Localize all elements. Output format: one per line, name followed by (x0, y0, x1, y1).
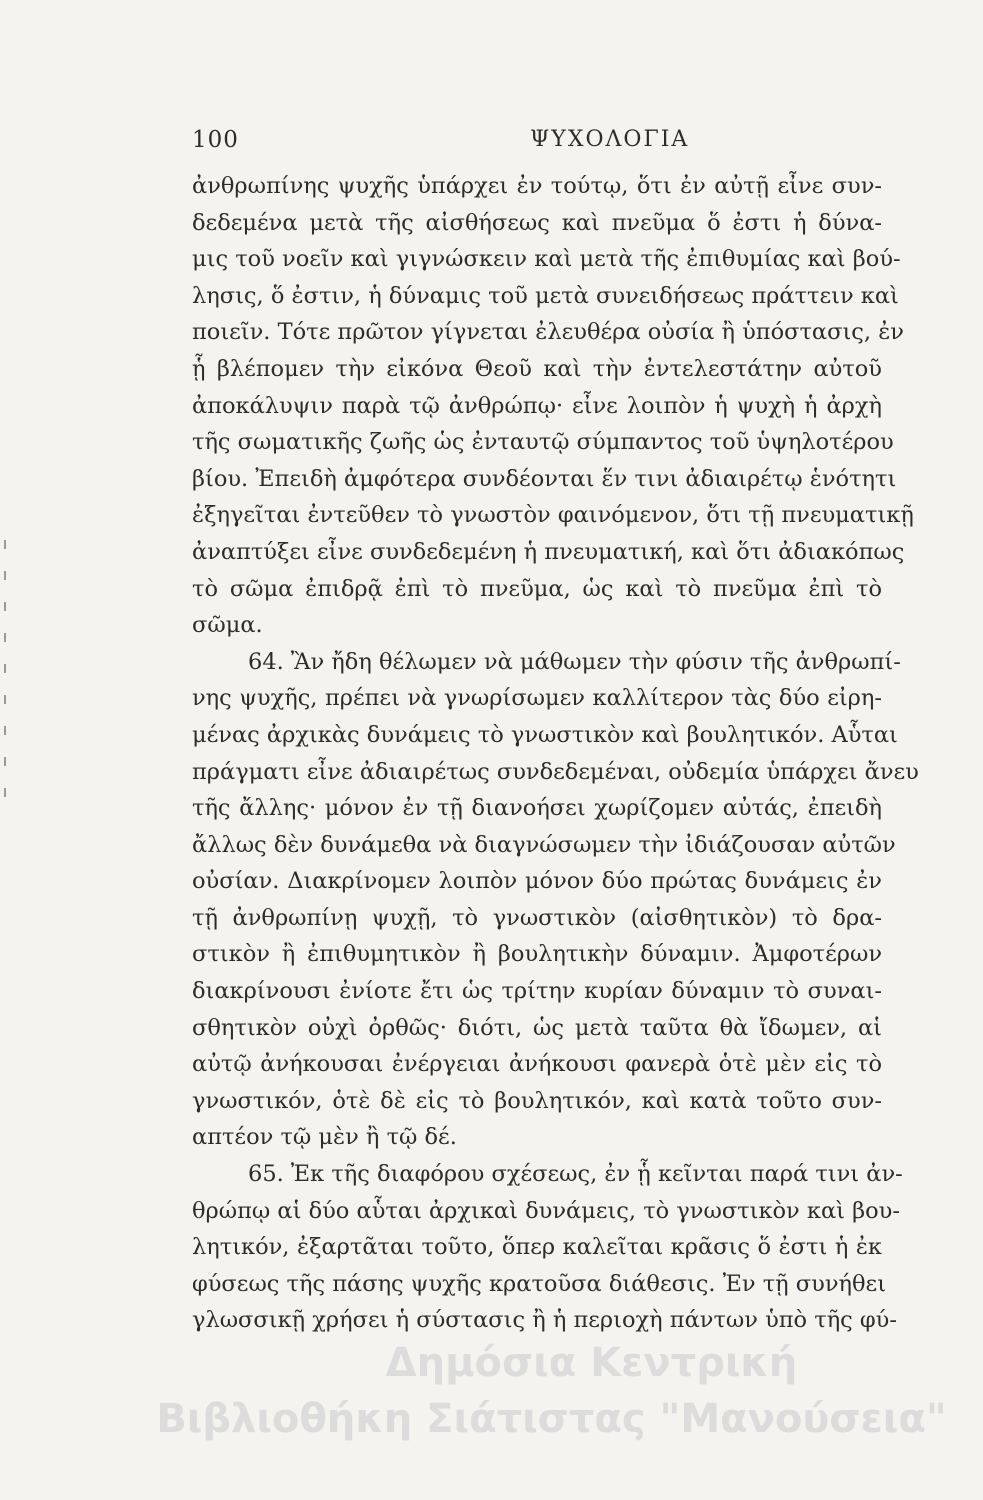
text-line: ἀνθρωπίνης ψυχῆς ὑπάρχει ἐν τούτῳ, ὅτι ἐν αὐτῇ εἶνε συν- (192, 173, 882, 199)
text-line: μις τοῦ νοεῖν καὶ γιγνώσκειν καὶ μετὰ τῆς ἐπιθυμίας καὶ βού- (192, 246, 901, 273)
text-line: ἀποκάλυψιν παρὰ τῷ ἀνθρώπῳ· εἶνε λοιπὸν ἡ ψυχὴ ἡ ἀρχὴ (192, 392, 882, 419)
text-line: θρώπῳ αἱ δύο αὗται ἀρχικαὶ δυνάμεις, τὸ γνωστικὸν καὶ βου- (192, 1197, 900, 1224)
binding-mark (4, 571, 6, 580)
text-line: γνωστικόν, ὁτὲ δὲ εἰς τὸ βουλητικόν, καὶ κατὰ τοῦτο συν- (192, 1087, 882, 1114)
text-line: λησις, ὅ ἐστιν, ἡ δύναμις τοῦ μετὰ συνειδήσεως πράττειν καὶ (192, 282, 899, 309)
text-line: διακρίνουσι ἐνίοτε ἔτι ὡς τρίτην κυρίαν δύναμιν τὸ συναι- (192, 978, 882, 1005)
text-line: ᾗ βλέπομεν τὴν εἰκόνα Θεοῦ καὶ τὴν ἐντελεστάτην αὐτοῦ (192, 355, 882, 382)
text-line: αὐτῷ ἀνήκουσαι ἐνέργειαι ἀνήκουσι φανερὰ ὁτὲ μὲν εἰς τὸ (192, 1051, 882, 1078)
text-line: γλωσσικῇ χρήσει ἡ σύστασις ἢ ἡ περιοχὴ πάντων ὑπὸ τῆς φύ- (192, 1307, 897, 1334)
binding-mark (4, 695, 6, 704)
text-line: μένας ἀρχικὰς δυνάμεις τὸ γνωστικὸν καὶ βουλητικόν. Αὗται (192, 721, 898, 748)
text-line: πράγματι εἶνε ἀδιαιρέτως συνδεδεμέναι, οὐδεμία ὑπάρχει ἄνευ (192, 758, 919, 785)
text-line: σθητικὸν οὐχὶ ὀρθῶς· διότι, ὡς μετὰ ταῦτα θὰ ἴδωμεν, αἱ (192, 1014, 882, 1041)
library-watermark (0, 1335, 983, 1447)
binding-mark (4, 664, 6, 673)
binding-mark (4, 602, 6, 611)
section-start-line: 65. Ἐκ τῆς διαφόρου σχέσεως, ἐν ᾗ κεῖνται παρά τινι ἀν- (248, 1161, 903, 1188)
text-line: τῇ ἀνθρωπίνῃ ψυχῇ, τὸ γνωστικὸν (αἰσθητικὸν) τὸ δρα- (192, 904, 882, 931)
text-line: οὐσίαν. Διακρίνομεν λοιπὸν μόνον δύο πρώτας δυνάμεις ἐν (192, 868, 882, 895)
binding-mark (4, 540, 6, 549)
text-line: ἐξηγεῖται ἐντεῦθεν τὸ γνωστὸν φαινόμενον, ὅτι τῇ πνευματικῇ (192, 502, 914, 529)
binding-edge-marks (2, 540, 10, 840)
section-start-line: 64. Ἂν ἤδη θέλωμεν νὰ μάθωμεν τὴν φύσιν τῆς ἀνθρωπί- (248, 648, 901, 675)
text-line: σῶμα. (192, 612, 263, 639)
text-line: απτέον τῷ μὲν ἢ τῷ δέ. (192, 1124, 457, 1151)
text-line: ἄλλως δὲν δυνάμεθα νὰ διαγνώσωμεν τὴν ἰδιάζουσαν αὐτῶν (192, 831, 896, 858)
text-line: ποιεῖν. Τότε πρῶτον γίγνεται ἐλευθέρα οὐσία ἢ ὑπόστασις, ἐν (192, 319, 904, 346)
watermark-line-2: Βιβλιοθήκη Σιάτιστας "Μανούσεια" (156, 1396, 947, 1442)
text-line: βίου. Ἐπειδὴ ἀμφότερα συνδέονται ἕν τινι ἀδιαιρέτῳ ἑνότητι (192, 465, 897, 492)
text-line: τῆς σωματικῆς ζωῆς ὡς ἐνταυτῷ σύμπαντος τοῦ ὑψηλοτέρου (192, 429, 894, 456)
body-text (192, 168, 919, 1339)
text-line: τῆς ἄλλης· μόνον ἐν τῇ διανοήσει χωρίζομεν αὐτάς, ἐπειδὴ (192, 795, 882, 822)
text-line: στικὸν ἢ ἐπιθυμητικὸν ἢ βουλητικὴν δύναμιν. Ἀμφοτέρων (192, 941, 882, 968)
text-line: νης ψυχῆς, πρέπει νὰ γνωρίσωμεν καλλίτερον τὰς δύο εἰρη- (192, 685, 882, 712)
binding-mark (4, 788, 6, 797)
binding-mark (4, 726, 6, 735)
text-line: λητικόν, ἐξαρτᾶται τοῦτο, ὅπερ καλεῖται κρᾶσις ὅ ἐστι ἡ ἐκ (192, 1234, 882, 1261)
binding-mark (4, 757, 6, 766)
watermark-line-1: Δημόσια Κεντρική (385, 1340, 798, 1386)
page-number: 100 (192, 127, 239, 153)
text-line: δεδεμένα μετὰ τῆς αἰσθήσεως καὶ πνεῦμα ὅ ἐστι ἡ δύνα- (192, 209, 882, 236)
binding-mark (4, 633, 6, 642)
running-title: ΨΥΧΟΛΟΓΙΑ (530, 127, 690, 152)
text-line: ἀναπτύξει εἶνε συνδεδεμένη ἡ πνευματική, καὶ ὅτι ἀδιακόπως (192, 538, 905, 565)
text-line: φύσεως τῆς πάσης ψυχῆς κρατοῦσα διάθεσις. Ἐν τῇ συνήθει (192, 1270, 887, 1297)
text-line: τὸ σῶμα ἐπιδρᾷ ἐπὶ τὸ πνεῦμα, ὡς καὶ τὸ πνεῦμα ἐπὶ τὸ (192, 575, 882, 602)
